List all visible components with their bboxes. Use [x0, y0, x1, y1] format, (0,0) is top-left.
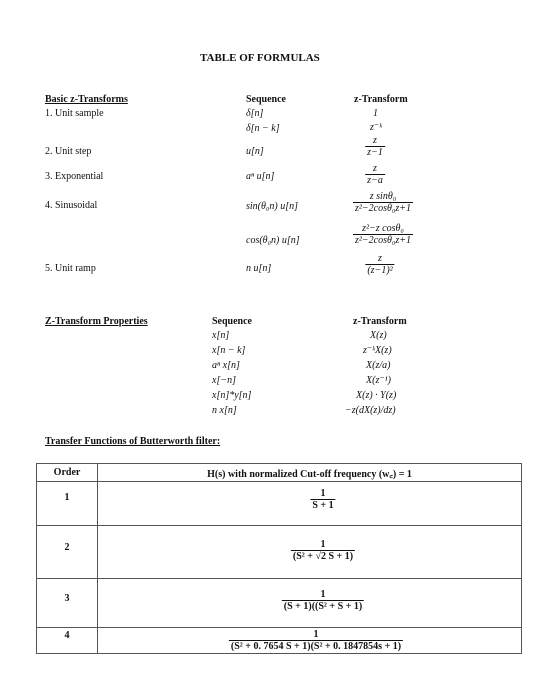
fraction-numerator: z — [373, 135, 377, 146]
transfer-fraction — [282, 589, 364, 612]
sequence-cell: u[n] — [246, 146, 264, 157]
property-transform: X(z⁻¹) — [366, 375, 391, 386]
basic-item-label: 5. Unit ramp — [45, 263, 96, 274]
fraction-denominator: (S² + √2 S + 1) — [292, 551, 354, 562]
property-transform: X(z/a) — [366, 360, 391, 371]
butterworth-heading: Transfer Functions of Butterworth filter: — [45, 436, 221, 447]
fraction-numerator: z sinθ₀ — [369, 191, 397, 202]
table-row — [37, 628, 522, 654]
transform-fraction — [365, 253, 394, 276]
basic-item-label: 2. Unit step — [45, 146, 92, 157]
fraction-numerator: 1 — [313, 629, 319, 640]
fraction-denominator: z²−2cosθ₀z+1 — [355, 235, 411, 246]
fraction-denominator: S + 1 — [312, 500, 334, 511]
col-expr-header: H(s) with normalized Cut-off frequency (w꜀) = 1 — [98, 464, 522, 482]
transform-cell: 1 — [373, 108, 378, 119]
basic-zt-header: z-Transform — [354, 94, 408, 105]
property-transform: −z(dX(z)/dz) — [345, 405, 396, 416]
order-cell: 1 — [37, 482, 98, 526]
property-transform: z⁻ᵏX(z) — [363, 345, 392, 356]
table-header-row — [37, 464, 522, 482]
sequence-cell: δ[n − k] — [246, 123, 280, 134]
page-title: TABLE OF FORMULAS — [200, 52, 320, 64]
fraction-denominator: (z−1)² — [367, 265, 393, 276]
fraction-denominator: (S² + 0. 7654 S + 1)(S² + 0. 1847854s + 1) — [230, 641, 402, 652]
property-sequence: aⁿ x[n] — [212, 360, 240, 371]
props-zt-header: z-Transform — [353, 316, 407, 327]
sequence-cell: δ[n] — [246, 108, 264, 119]
property-sequence: x[n − k] — [212, 345, 246, 356]
expr-cell — [98, 526, 522, 579]
basic-item-label: 1. Unit sample — [45, 108, 104, 119]
transfer-fraction — [291, 539, 355, 562]
table-row — [37, 579, 522, 628]
order-cell: 4 — [37, 628, 98, 654]
transform-fraction — [353, 191, 413, 214]
fraction-denominator: (S + 1)((S² + S + 1) — [283, 601, 363, 612]
transfer-fraction — [310, 488, 335, 511]
props-heading: Z-Transform Properties — [45, 316, 148, 327]
transform-fraction — [353, 223, 413, 246]
order-cell: 2 — [37, 526, 98, 579]
props-seq-header: Sequence — [212, 316, 252, 327]
property-sequence: n x[n] — [212, 405, 237, 416]
fraction-numerator: 1 — [320, 539, 326, 550]
fraction-denominator: z−1 — [367, 147, 383, 158]
property-sequence: x[−n] — [212, 375, 236, 386]
expr-cell — [98, 628, 522, 654]
fraction-denominator: z²−2cosθ₀z+1 — [355, 203, 411, 214]
property-transform: X(z) — [370, 330, 387, 341]
property-sequence: x[n] — [212, 330, 230, 341]
transfer-fraction — [229, 629, 403, 652]
fraction-numerator: z — [378, 253, 382, 264]
expr-cell — [98, 579, 522, 628]
fraction-numerator: 1 — [320, 488, 326, 499]
table-row — [37, 482, 522, 526]
sequence-cell: cos(θ₀n) u[n] — [246, 235, 300, 246]
sequence-cell: sin(θ₀n) u[n] — [246, 201, 299, 212]
transform-fraction — [365, 163, 385, 186]
basic-seq-header: Sequence — [246, 94, 286, 105]
fraction-numerator: z — [373, 163, 377, 174]
table-row — [37, 526, 522, 579]
basic-heading: Basic z-Transforms — [45, 94, 128, 105]
basic-item-label: 3. Exponential — [45, 171, 104, 182]
transform-cell: z⁻ᵏ — [370, 122, 382, 133]
fraction-denominator: z−a — [367, 175, 383, 186]
fraction-numerator: z²−z cosθ₀ — [362, 223, 404, 234]
property-sequence: x[n]*y[n] — [212, 390, 252, 401]
butterworth-table — [36, 463, 522, 654]
fraction-numerator: 1 — [320, 589, 326, 600]
transform-fraction — [365, 135, 385, 158]
col-order-header: Order — [37, 464, 98, 482]
sequence-cell: n u[n] — [246, 263, 272, 274]
basic-item-label: 4. Sinusoidal — [45, 200, 98, 211]
order-cell: 3 — [37, 579, 98, 628]
expr-cell — [98, 482, 522, 526]
sequence-cell: aⁿ u[n] — [246, 171, 275, 182]
property-transform: X(z) · Y(z) — [356, 390, 397, 401]
